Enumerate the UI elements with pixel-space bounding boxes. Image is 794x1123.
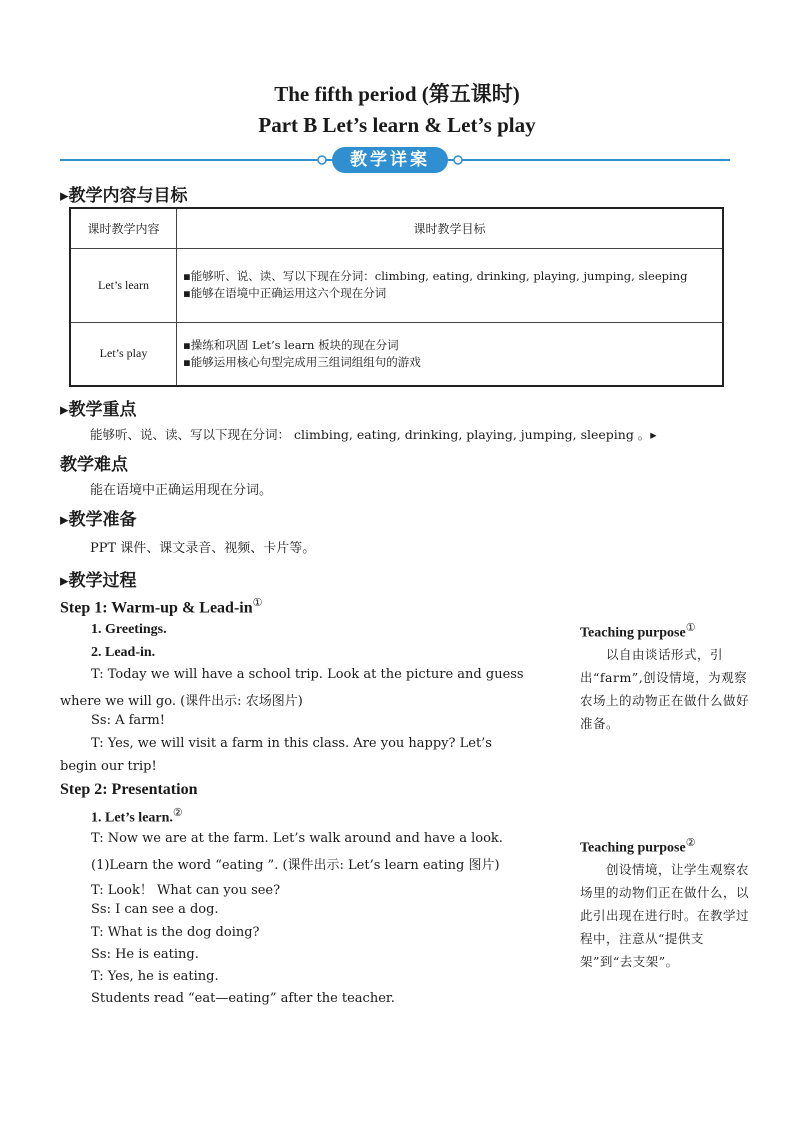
section-difficulty: 教学难点 <box>60 455 128 475</box>
step2-item-text: 1. Let’s learn. <box>91 810 173 826</box>
table-header-content: 课时教学内容 <box>70 208 177 248</box>
step1-item: 1. Greetings. <box>91 622 167 637</box>
step1-line: T: Yes, we will visit a farm in this class. Are you happy? Let’s <box>91 736 492 751</box>
footnote-mark: ② <box>172 807 183 819</box>
step1-heading <box>60 596 262 617</box>
document-subtitle: Part B Let’s learn & Let’s play <box>258 113 536 137</box>
row-goals <box>177 248 724 322</box>
step2-line: T: Look！ What can you see? <box>91 883 281 898</box>
step2-item <box>91 806 183 827</box>
banner-label: 教学详案 <box>350 150 430 170</box>
teaching-purpose-heading <box>580 836 696 857</box>
row-content: Let’s play <box>70 322 177 386</box>
preparation-text: PPT 课件、课文录音、视频、卡片等。 <box>90 541 316 556</box>
goal-item: ▪能够运用核心句型完成用三组词组组句的游戏 <box>183 354 421 369</box>
step1-line: begin our trip! <box>60 759 157 774</box>
step1-line: Ss: A farm! <box>91 713 165 728</box>
step1-item: 2. Lead-in. <box>91 645 156 660</box>
section-content-goals: ▸教学内容与目标 <box>60 186 188 206</box>
key-points-text: 能够听、说、读、写以下现在分词： climbing, eating, drinking, playing, jumping, sleeping 。▸ <box>90 427 657 442</box>
footnote-mark: ① <box>252 597 263 609</box>
table-row <box>70 322 723 386</box>
teaching-purpose-text: 创设情境，让学生观察农场里的动物们正在做什么，以此引出现在进行时。在教学过程中，注意从“提供支架”到“去支架”。 <box>580 862 750 969</box>
table-row <box>70 248 723 322</box>
section-key-points: ▸教学重点 <box>60 400 137 420</box>
difficulty-text: 能在语境中正确运用现在分词。 <box>90 483 273 498</box>
step2-line: T: Now we are at the farm. Let’s walk around and have a look. <box>91 831 503 846</box>
step2-line: Ss: He is eating. <box>91 947 199 962</box>
footnote-mark: ① <box>685 622 696 634</box>
goal-item: ▪操练和巩固 Let’s learn 板块的现在分词 <box>183 337 399 352</box>
step2-line: T: What is the dog doing? <box>91 925 260 940</box>
banner-divider <box>60 143 730 177</box>
row-content: Let’s learn <box>70 248 177 322</box>
teaching-purpose-heading <box>580 621 696 642</box>
row-goals <box>177 322 724 386</box>
step2-heading: Step 2: Presentation <box>60 781 198 798</box>
step2-line: T: Yes, he is eating. <box>91 969 219 984</box>
goal-item: ▪能够听、说、读、写以下现在分词：climbing, eating, drinking, playing, jumping, sleeping <box>183 269 688 283</box>
footnote-mark: ② <box>685 837 696 849</box>
table-header-row <box>70 208 723 248</box>
teaching-purpose-label: Teaching purpose <box>580 625 686 641</box>
section-process: ▸教学过程 <box>60 571 137 591</box>
goal-item: ▪能够在语境中正确运用这六个现在分词 <box>183 286 387 300</box>
goals-table <box>69 207 724 387</box>
document-title: The fifth period (第五课时) <box>274 82 520 106</box>
teaching-purpose-label: Teaching purpose <box>580 840 686 856</box>
step2-line: Ss: I can see a dog. <box>91 902 219 917</box>
step1-heading-text: Step 1: Warm-up & Lead-in <box>60 599 253 617</box>
teaching-purpose-text: 以自由谈话形式，引出“farm”,创设情境，为观察农场上的动物正在做什么做好准备。 <box>580 647 750 731</box>
step2-line: (1)Learn the word “eating ”. (课件出示: Let’s learn eating 图片) <box>91 858 500 873</box>
step1-line: T: Today we will have a school trip. Look at the picture and guess <box>91 667 524 682</box>
step1-line: where we will go. (课件出示: 农场图片) <box>60 694 303 709</box>
step2-line: Students read “eat—eating” after the teacher. <box>91 991 395 1006</box>
table-header-goals: 课时教学目标 <box>177 208 724 248</box>
section-preparation: ▸教学准备 <box>60 510 137 530</box>
